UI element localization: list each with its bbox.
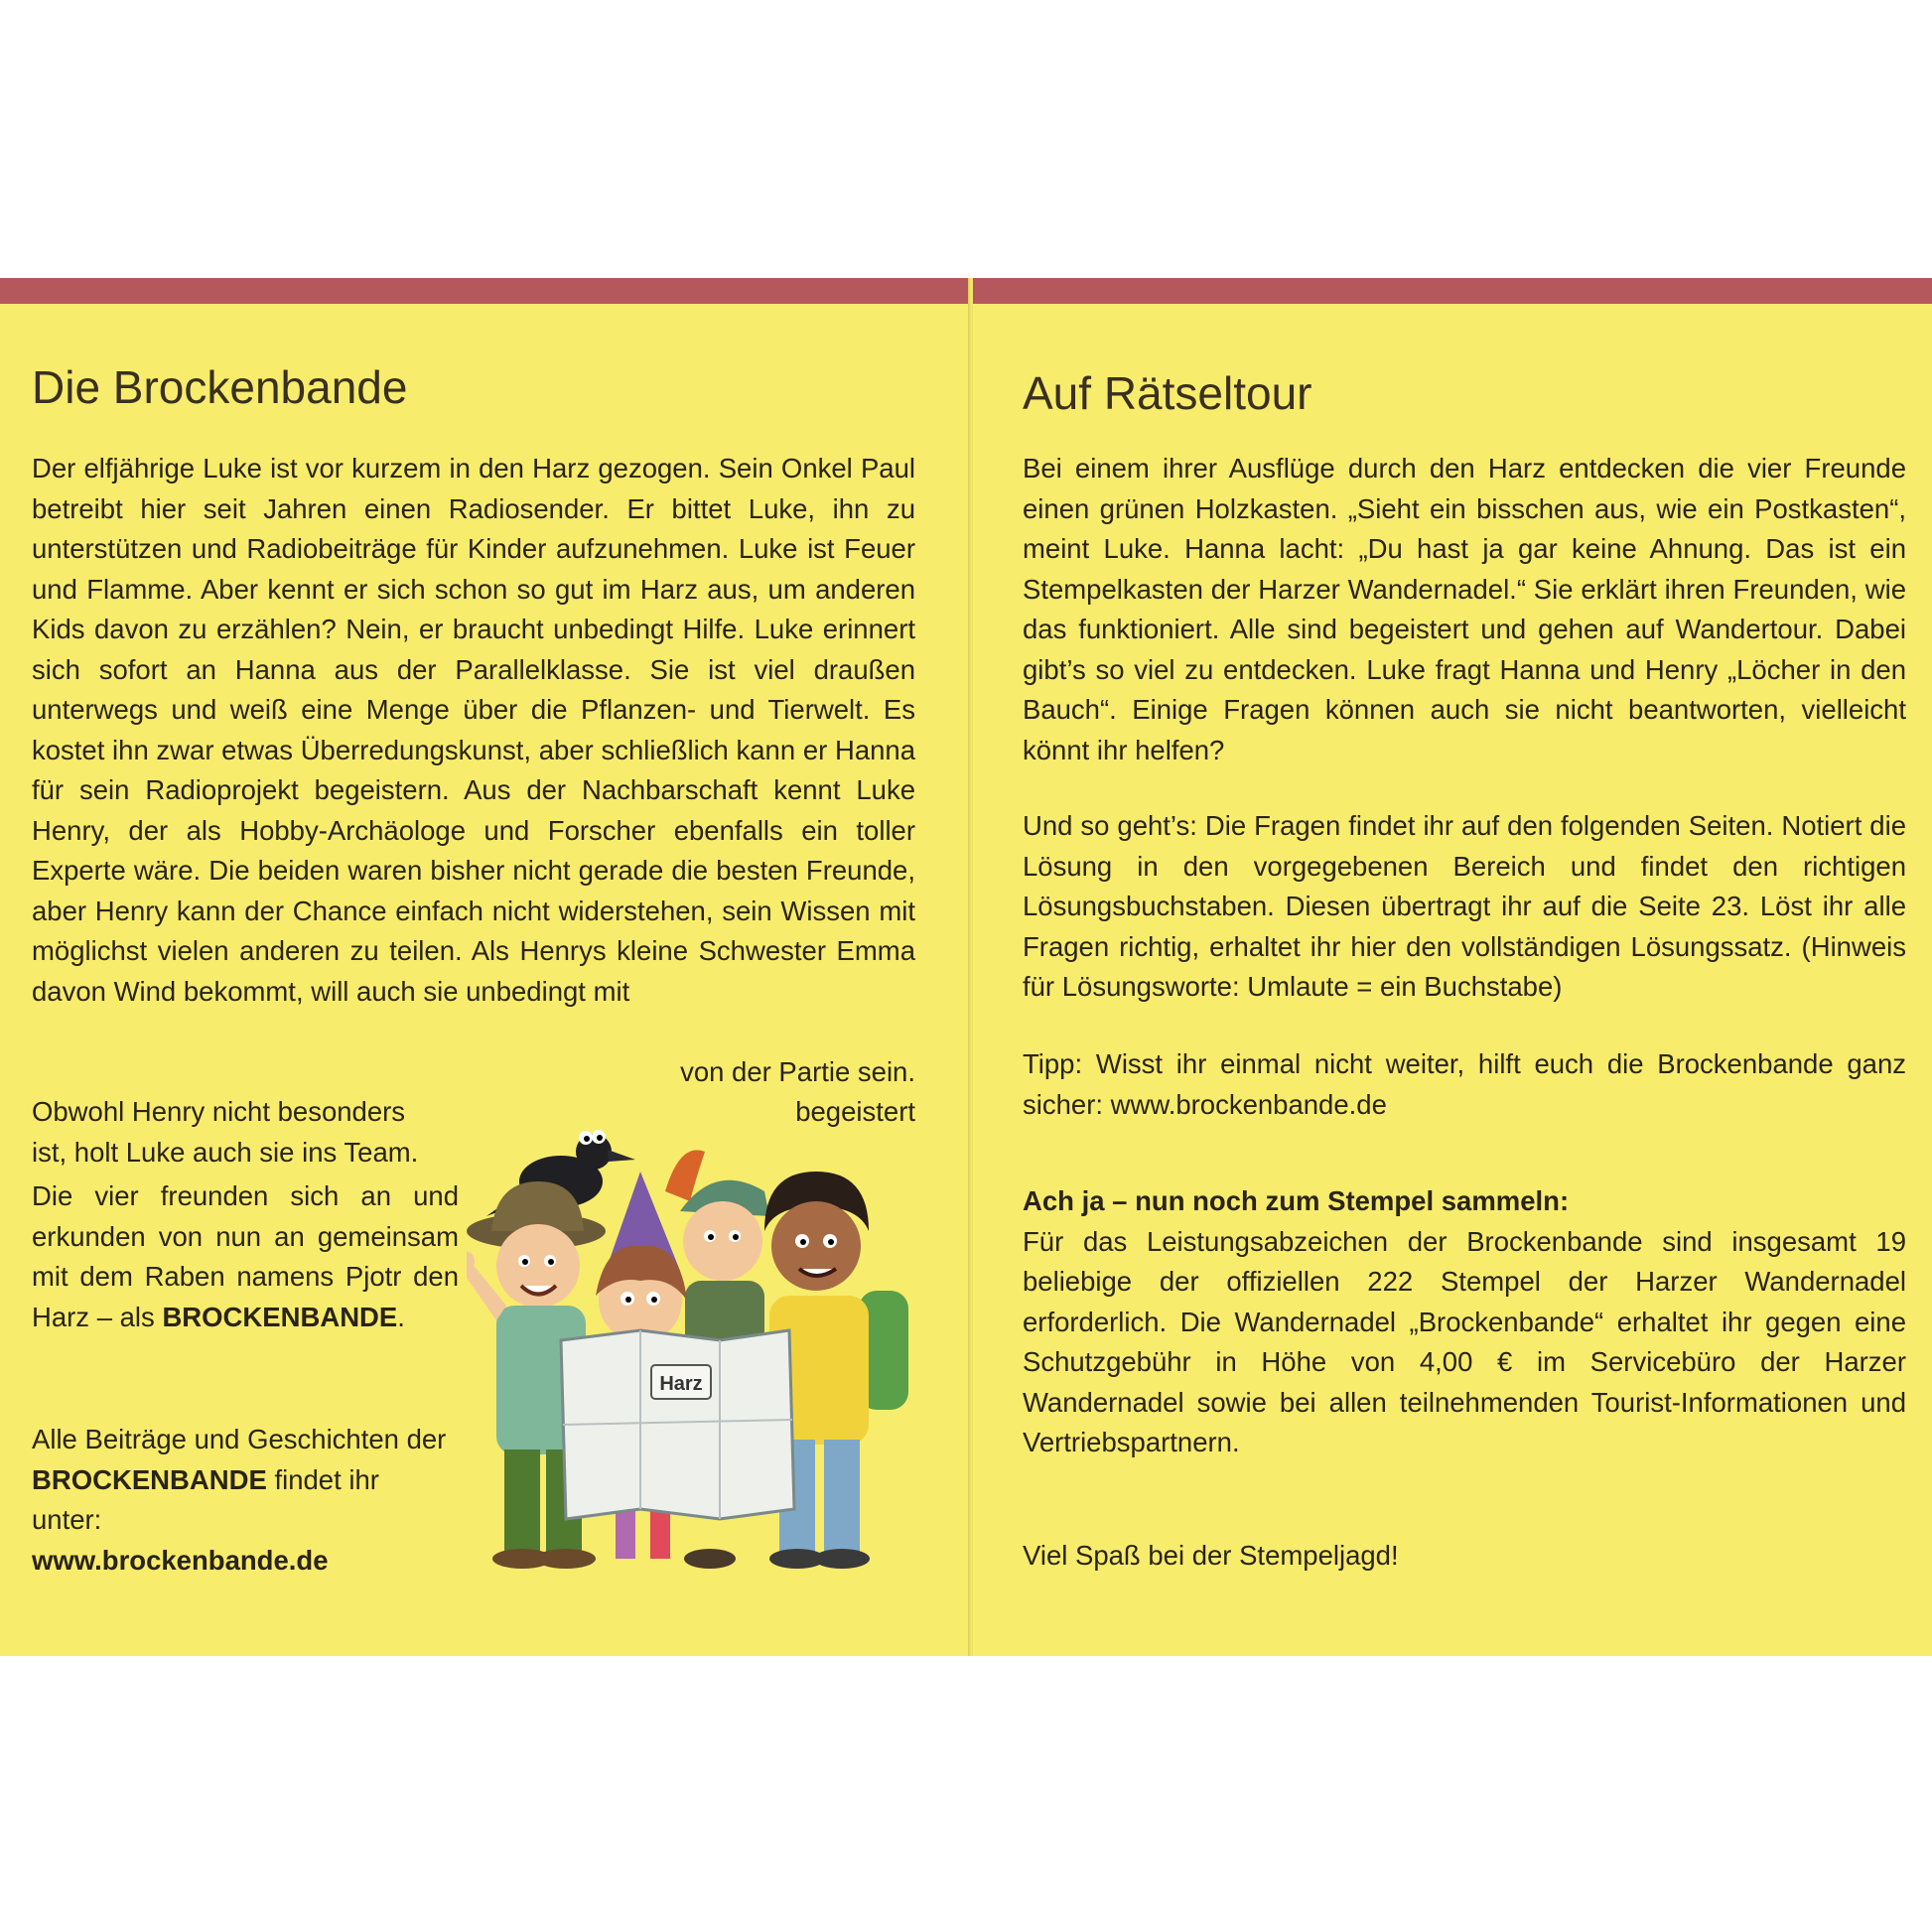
left-page-title: Die Brockenbande xyxy=(32,361,408,413)
top-color-band xyxy=(973,278,1932,304)
stamp-heading: Ach ja – nun noch zum Stempel sammeln: xyxy=(1023,1185,1570,1216)
stamp-paragraph: Für das Leistungsabzeichen der Brockenbande sind insgesamt 19 beliebige der offiziellen 222 Stempel der Harzer Wandernadel erforderlich. Die Wandernadel „Brockenbande“ erhaltet ihr gegen eine Schutzgebühr in Höhe von 4,00 € im Servicebüro der Harzer Wandernadel sowie bei allen teilnehmenden Tourist-Informationen und Vertriebspartnern. xyxy=(1023,1225,1906,1457)
intro-line-a-right: begeistert xyxy=(795,1096,915,1127)
right-page xyxy=(973,278,1932,1656)
booklet-spread xyxy=(0,278,1932,1656)
closing-line: Viel Spaß bei der Stempeljagd! xyxy=(1023,1540,1399,1571)
stamp-section xyxy=(1023,1181,1906,1463)
team-name-bold: BROCKENBANDE xyxy=(162,1301,398,1332)
intro-line-a-left: Obwohl Henry nicht besonders xyxy=(32,1096,406,1127)
intro-end: ist, holt Luke auch sie ins Team. xyxy=(32,1136,419,1168)
left-page xyxy=(0,278,970,1656)
more-info-paragraph: Alle Beiträge und Geschichten der BROCKENBANDE findet ihr unter: www.brockenbande.de xyxy=(32,1424,447,1576)
tip-paragraph: Tipp: Wisst ihr einmal nicht weiter, hilft euch die Brockenbande ganz sicher: www.brockenbande.de xyxy=(1023,1048,1906,1120)
right-page-title: Auf Rätseltour xyxy=(1023,367,1312,419)
top-color-band xyxy=(0,278,970,304)
harz-map-icon xyxy=(561,1330,794,1519)
map-label: Harz xyxy=(659,1373,703,1395)
story-paragraph: Bei einem ihrer Ausflüge durch den Harz entdecken die vier Freunde einen grünen Holzkasten. „Sieht ein bisschen aus, wie ein Postkasten“, meint Luke. Hanna lacht: „Du hast ja gar keine Ahnung. Das ist ein Stempelkasten der Harzer Wandernadel.“ Sie erklärt ihren Freunden, wie das funktioniert. Alle sind begeistert und gehen auf Wandertour. Dabei gibt’s so viel zu entdecken. Luke fragt Hanna und Henry „Löcher in den Bauch“. Einige Fragen können auch sie nicht beantworten, vielleicht könnt ihr helfen? xyxy=(1023,453,1906,765)
intro-paragraph: Der elfjährige Luke ist vor kurzem in den Harz gezogen. Sein Onkel Paul betreibt hier seit Jahren einen Radiosender. Er bittet Luke, ihn zu unterstützen und Radiobeiträge für Kinder aufzunehmen. Luke ist Feuer und Flamme. Aber kennt er sich schon so gut im Harz aus, um anderen Kids davon zu erzählen? Nein, er braucht unbedingt Hilfe. Luke erinnert sich sofort an Hanna aus der Parallelklasse. Sie ist viel draußen unterwegs und weiß eine Menge über die Pflanzen- und Tierwelt. Es kostet ihn zwar etwas Überredungskunst, aber schließlich kann er Hanna für sein Radioprojekt begeistern. Aus der Nachbarschaft kennt Luke Henry, der als Hobby-Archäologe und Forscher ebenfalls ein toller Experte wäre. Die beiden waren bisher nicht gerade die besten Freunde, aber Henry kann der Chance einfach nicht widerstehen, sein Wissen mit möglichst vielen anderen zu teilen. Als Henrys kleine Schwester Emma davon Wind bekommt, will auch sie unbedingt mit xyxy=(32,453,915,1007)
instructions-paragraph: Und so geht’s: Die Fragen findet ihr auf den folgenden Seiten. Notiert die Lösung in den vorgegebenen Bereich und findet den richtigen Lösungsbuchstaben. Diesen übertragt ihr auf die Seite 23. Löst ihr alle Fragen richtig, erhaltet ihr hier den vollständigen Lösungssatz. (Hinweis für Lösungsworte: Umlaute = ein Buchstabe) xyxy=(1023,810,1906,1002)
team-paragraph: Die vier freunden sich an und erkunden von nun an gemeinsam mit dem Raben namens Pjotr den Harz – als BROCKENBANDE. xyxy=(32,1180,459,1332)
intro-gap-right: von der Partie sein. xyxy=(680,1056,915,1087)
website-link[interactable]: www.brockenbande.de xyxy=(32,1544,329,1576)
more-name-bold: BROCKENBANDE xyxy=(32,1463,267,1495)
brockenbande-illustration xyxy=(467,1042,933,1569)
